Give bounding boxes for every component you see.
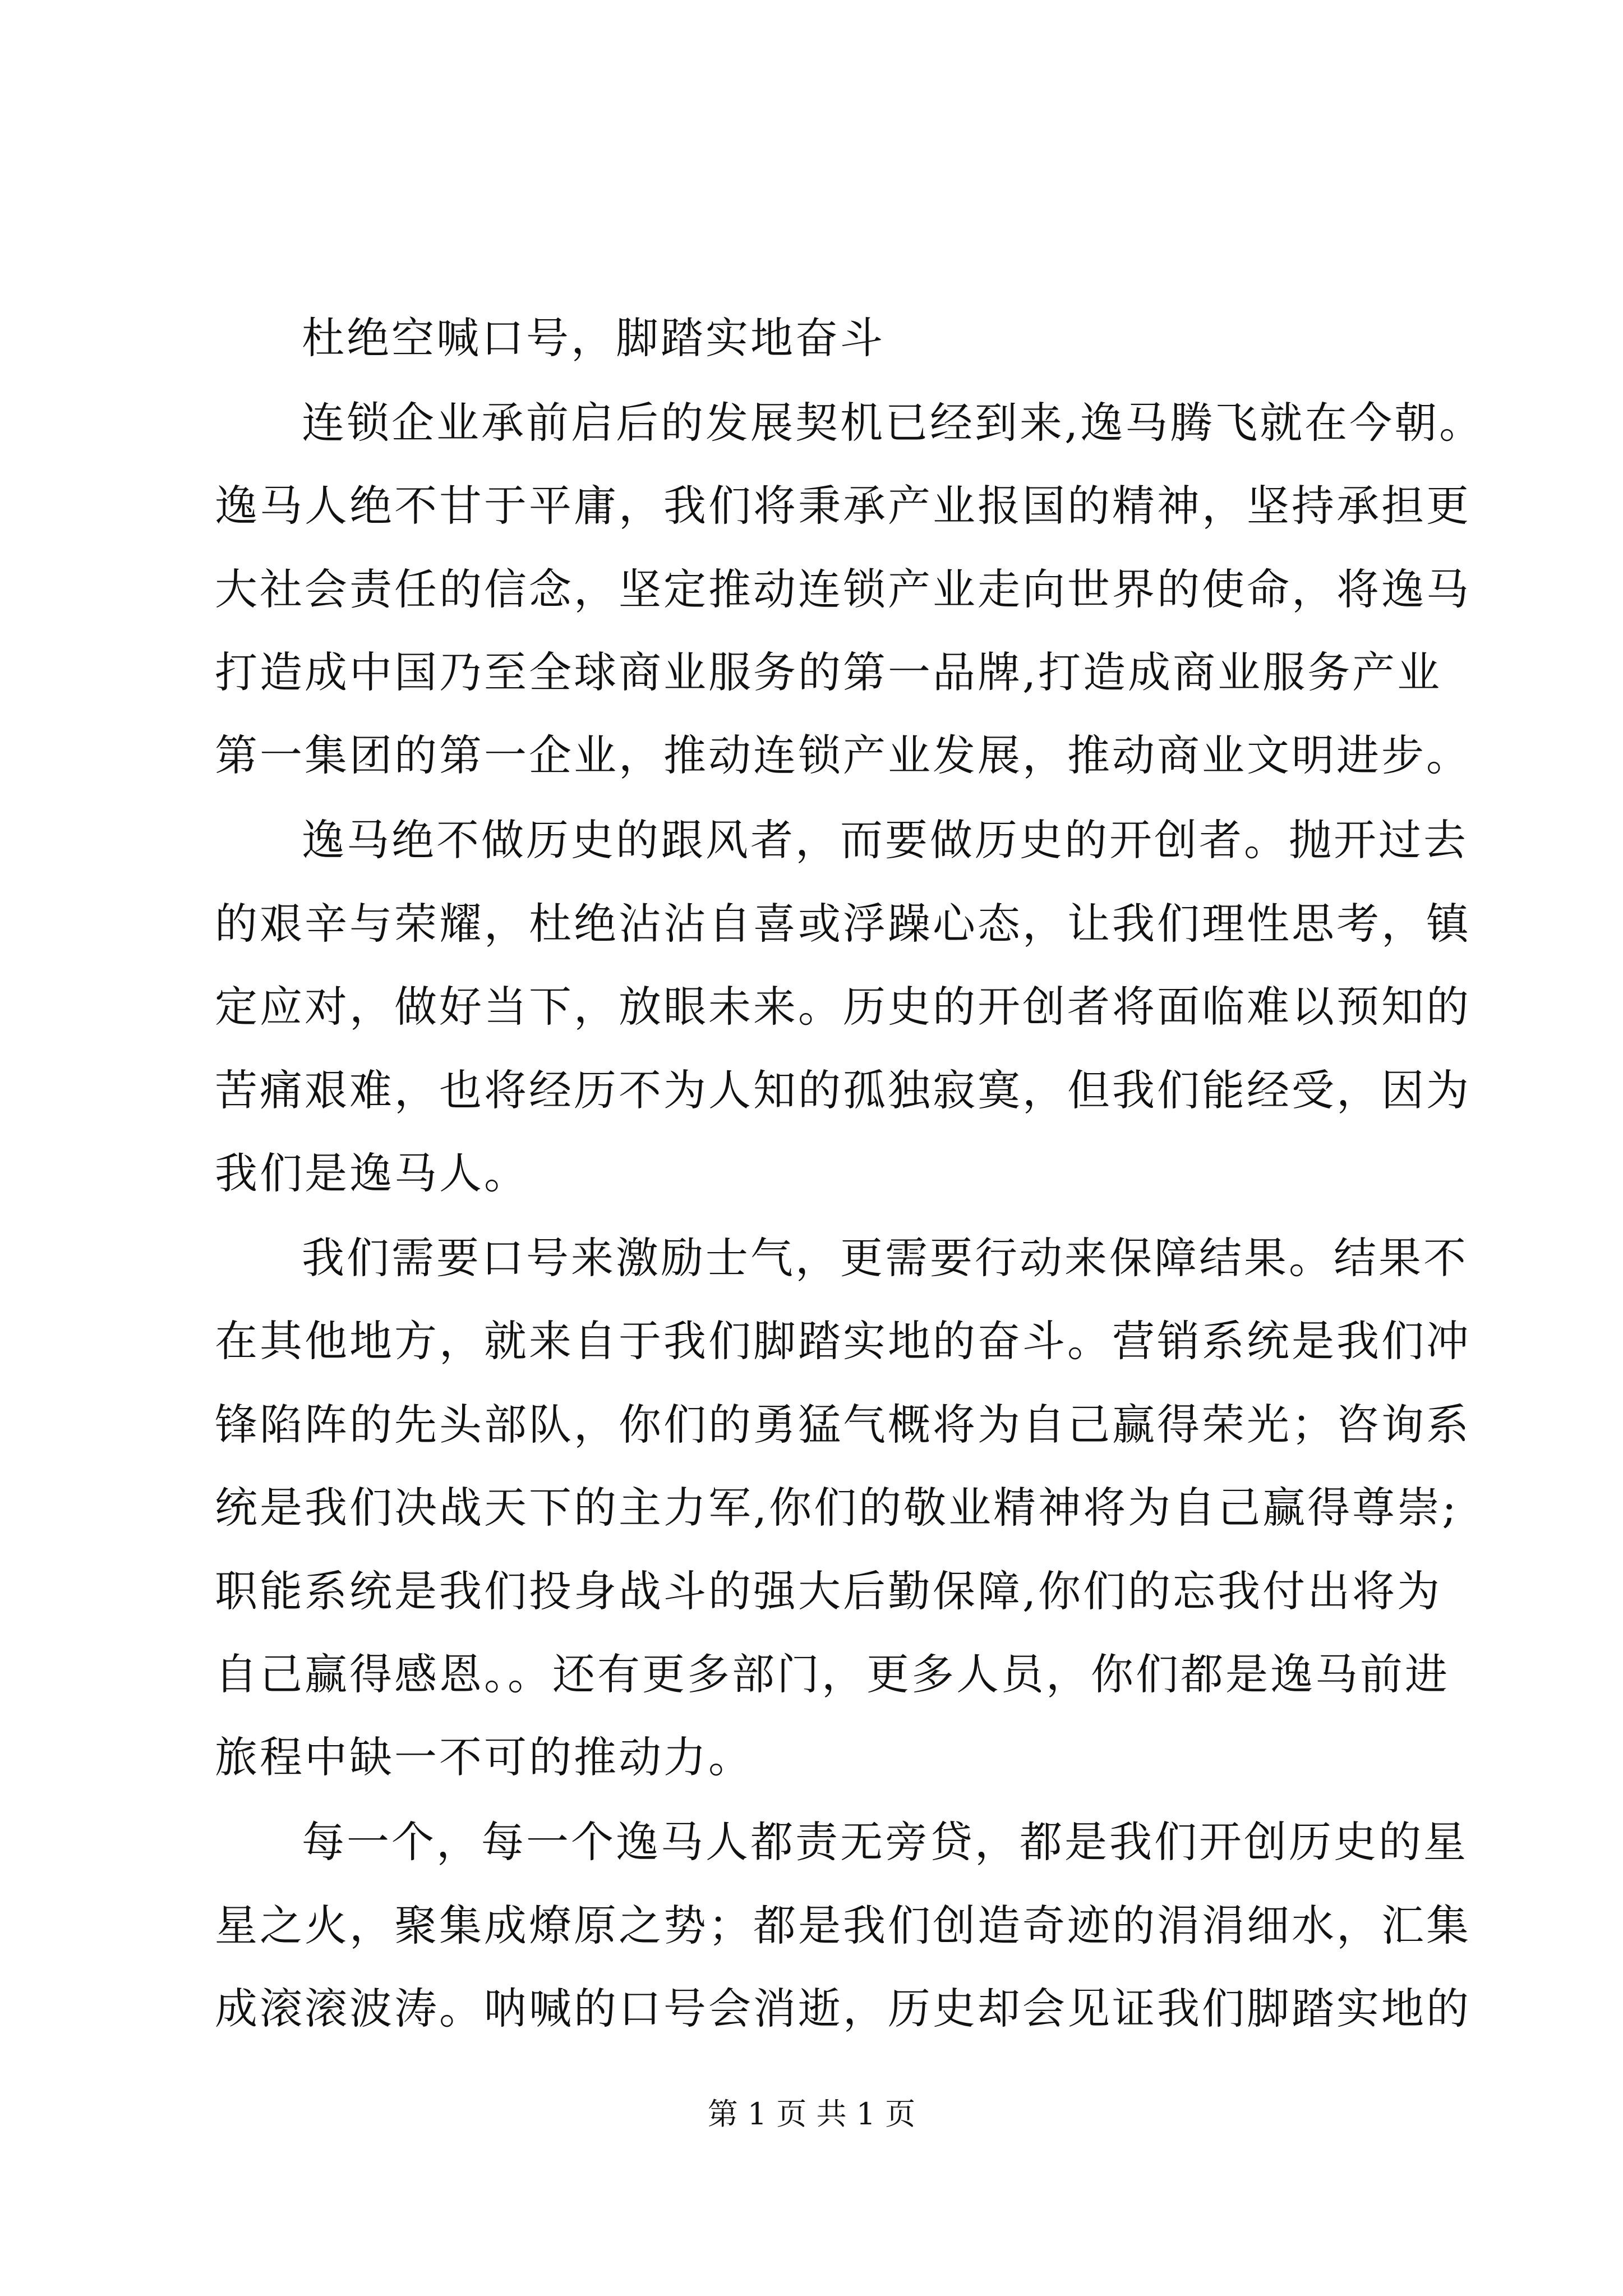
paragraph-line: 我们需要口号来激励士气，更需要行动来保障结果。结果不 <box>302 1233 1468 1283</box>
paragraph-line: 在其他地方，就来自于我们脚踏实地的奋斗。营销系统是我们冲 <box>215 1316 1471 1366</box>
paragraph-line: 锋陷阵的先头部队，你们的勇猛气概将为自己赢得荣光；咨询系 <box>215 1400 1471 1450</box>
paragraph-line: 每一个，每一个逸马人都责无旁贷，都是我们开创历史的星 <box>302 1817 1468 1867</box>
paragraph-line: 大社会责任的信念，坚定推动连锁产业走向世界的使命，将逸马 <box>215 564 1471 614</box>
paragraph-line: 的艰辛与荣耀，杜绝沾沾自喜或浮躁心态，让我们理性思考，镇 <box>215 899 1471 949</box>
document-title: 杜绝空喊口号，脚踏实地奋斗 <box>302 313 885 363</box>
paragraph-line: 第一集团的第一企业，推动连锁产业发展，推动商业文明进步。 <box>215 730 1471 780</box>
paragraph-line: 成滚滚波涛。呐喊的口号会消逝，历史却会见证我们脚踏实地的 <box>215 1984 1471 2033</box>
paragraph-line: 逸马绝不做历史的跟风者，而要做历史的开创者。抛开过去 <box>302 815 1468 865</box>
paragraph-line: 自己赢得感恩。。还有更多部门，更多人员，你们都是逸马前进 <box>215 1649 1450 1699</box>
paragraph-line: 旅程中缺一不可的推动力。 <box>215 1732 753 1782</box>
paragraph-line: 逸马人绝不甘于平庸，我们将秉承产业报国的精神，坚持承担更 <box>215 481 1471 531</box>
paragraph-line: 统是我们决战天下的主力军,你们的敬业精神将为自己赢得尊崇; <box>215 1483 1459 1533</box>
paragraph-line: 我们是逸马人。 <box>215 1148 529 1198</box>
paragraph-line: 打造成中国乃至全球商业服务的第一品牌,打造成商业服务产业 <box>215 647 1442 697</box>
page-number-footer: 第 1 页 共 1 页 <box>707 2096 916 2132</box>
paragraph-line: 定应对，做好当下，放眼未来。历史的开创者将面临难以预知的 <box>215 982 1471 1032</box>
paragraph-line: 苦痛艰难，也将经历不为人知的孤独寂寞，但我们能经受，因为 <box>215 1065 1471 1115</box>
paragraph-line: 连锁企业承前启后的发展契机已经到来,逸马腾飞就在今朝。 <box>302 398 1484 448</box>
paragraph-line: 星之火，聚集成燎原之势；都是我们创造奇迹的涓涓细水，汇集 <box>215 1901 1471 1950</box>
paragraph-line: 职能系统是我们投身战斗的强大后勤保障,你们的忘我付出将为 <box>215 1566 1442 1616</box>
